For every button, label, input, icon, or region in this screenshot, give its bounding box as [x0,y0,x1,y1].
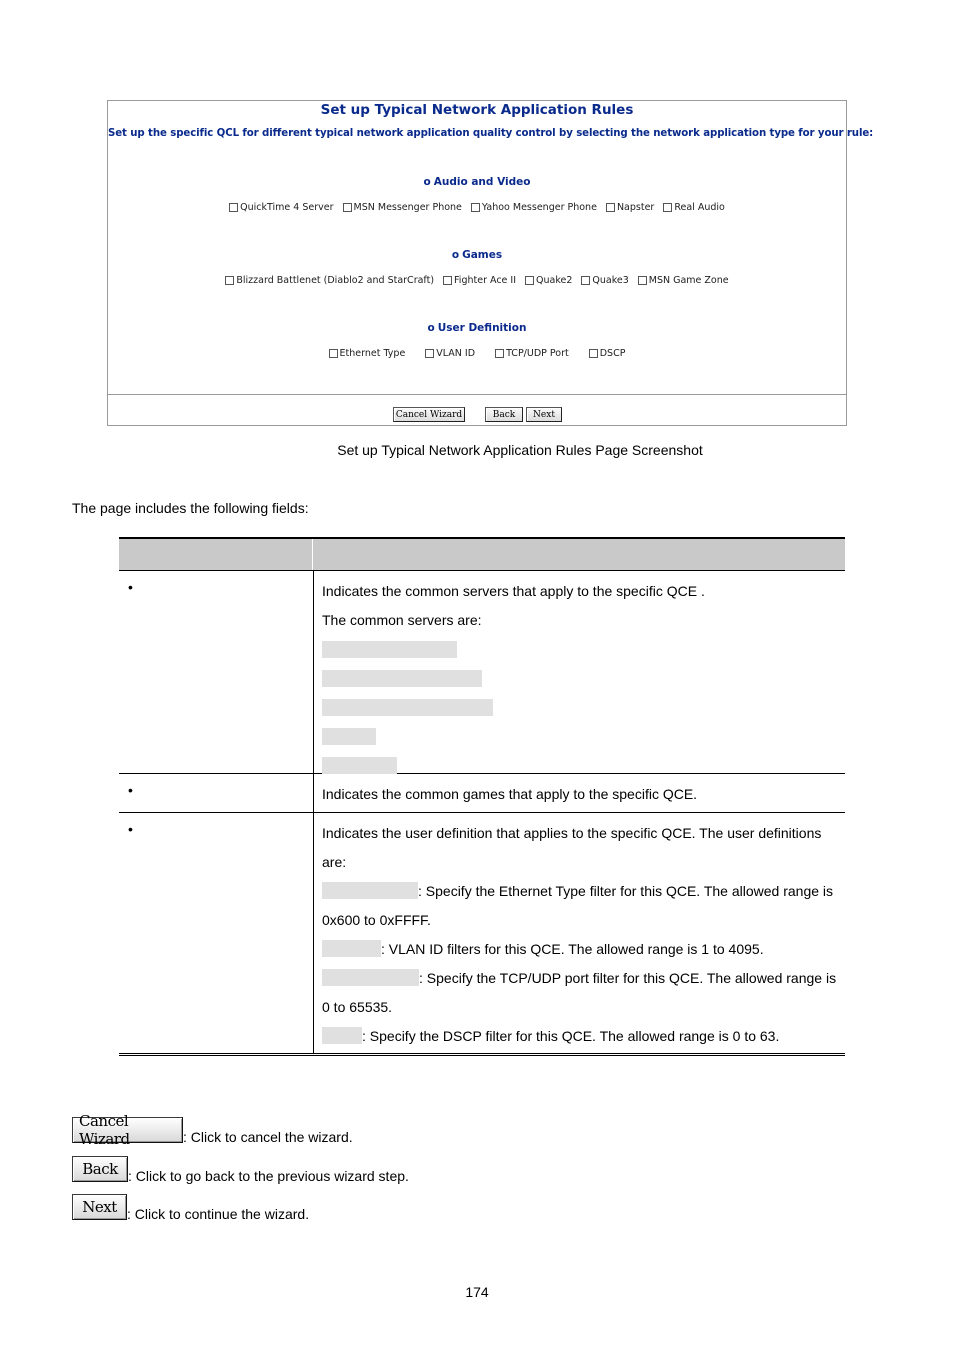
table-row-games [119,774,845,813]
checkbox-blizzard-battlenet[interactable]: Blizzard Battlenet (Diablo2 and StarCraft) [225,275,434,286]
games-options [108,275,846,286]
page-number: 174 [465,1284,489,1300]
table-row-audio-video [119,571,845,774]
back-button[interactable]: Back [485,407,523,422]
server-list [322,641,839,774]
checkbox-dscp[interactable]: DSCP [589,348,626,359]
cancel-wizard-button[interactable]: Cancel Wizard [393,407,465,422]
cancel-wizard-description: Cancel Wizard : Click to cancel the wizard. [72,1117,353,1143]
checkbox-icon[interactable] [471,203,480,212]
checkbox-vlan-id[interactable]: VLAN ID [425,348,475,359]
wizard-screenshot [107,100,874,426]
table-header [119,537,845,571]
checkbox-icon[interactable] [589,349,598,358]
definition-vlan-id: : VLAN ID filters for this QCE. The allowed range is 1 to 4095. [322,935,839,964]
checkbox-msn-messenger-phone[interactable]: MSN Messenger Phone [343,202,462,213]
checkbox-icon[interactable] [606,203,615,212]
wizard-divider [108,394,846,395]
checkbox-icon[interactable] [329,349,338,358]
definition-tcp-udp-port: : Specify the TCP/UDP port filter for this QCE. The allowed range is 0 to 65535. [322,970,837,1015]
definition-dscp: : Specify the DSCP filter for this QCE. The allowed range is 0 to 63. [322,1022,839,1051]
wizard-subtitle: Set up the specific QCL for different typical network application quality control by selecting the network application type for your rule: [108,128,874,139]
user-definition-options [108,348,846,359]
row-description: Indicates the common servers that apply to the specific QCE . [322,583,705,599]
checkbox-icon[interactable] [663,203,672,212]
wizard-title: Set up Typical Network Application Rules [320,102,634,118]
checkbox-yahoo-messenger-phone[interactable]: Yahoo Messenger Phone [471,202,597,213]
checkbox-msn-game-zone[interactable]: MSN Game Zone [638,275,729,286]
list-item [322,728,376,745]
checkbox-icon[interactable] [443,276,452,285]
section-audio-video-heading: o Audio and Video [423,176,531,188]
checkbox-tcp-udp-port[interactable]: TCP/UDP Port [495,348,569,359]
checkbox-ethernet-type[interactable]: Ethernet Type [329,348,406,359]
audio-video-options [108,202,846,213]
row-description: Indicates the user definition that applies to the specific QCE. The user definitions are: [322,825,822,870]
checkbox-icon[interactable] [525,276,534,285]
checkbox-quicktime[interactable]: QuickTime 4 Server [229,202,333,213]
back-button[interactable]: Back [72,1156,128,1182]
list-item [322,641,457,658]
checkbox-icon[interactable] [229,203,238,212]
checkbox-icon[interactable] [425,349,434,358]
checkbox-icon[interactable] [495,349,504,358]
next-description: Next : Click to continue the wizard. [72,1194,309,1220]
back-description: Back : Click to go back to the previous wizard step. [72,1156,409,1182]
checkbox-real-audio[interactable]: Real Audio [663,202,725,213]
checkbox-icon[interactable] [638,276,647,285]
checkbox-quake2[interactable]: Quake2 [525,275,572,286]
next-button[interactable]: Next [526,407,562,422]
checkbox-icon[interactable] [581,276,590,285]
next-button[interactable]: Next [72,1194,127,1220]
row-description: The common servers are: [322,612,482,628]
section-user-definition-heading: o User Definition [427,322,527,334]
section-games-heading: o Games [451,249,503,261]
checkbox-icon[interactable] [343,203,352,212]
row-description: Indicates the common games that apply to the specific QCE. [322,786,698,802]
list-item [322,670,482,687]
cancel-wizard-button[interactable]: Cancel Wizard [72,1117,183,1143]
bullet: • [128,782,133,798]
list-item [322,757,397,774]
checkbox-napster[interactable]: Napster [606,202,654,213]
intro-text: The page includes the following fields: [72,500,309,516]
checkbox-fighter-ace[interactable]: Fighter Ace II [443,275,516,286]
table-row-user-definition [119,813,845,1056]
figure-caption: Set up Typical Network Application Rules Page Screenshot [337,442,703,458]
bullet: • [128,821,133,837]
bullet: • [128,579,133,595]
checkbox-icon[interactable] [225,276,234,285]
list-item [322,699,493,716]
checkbox-quake3[interactable]: Quake3 [581,275,628,286]
definition-ethernet-type: : Specify the Ethernet Type filter for this QCE. The allowed range is 0x600 to 0xFFFF. [322,883,834,928]
